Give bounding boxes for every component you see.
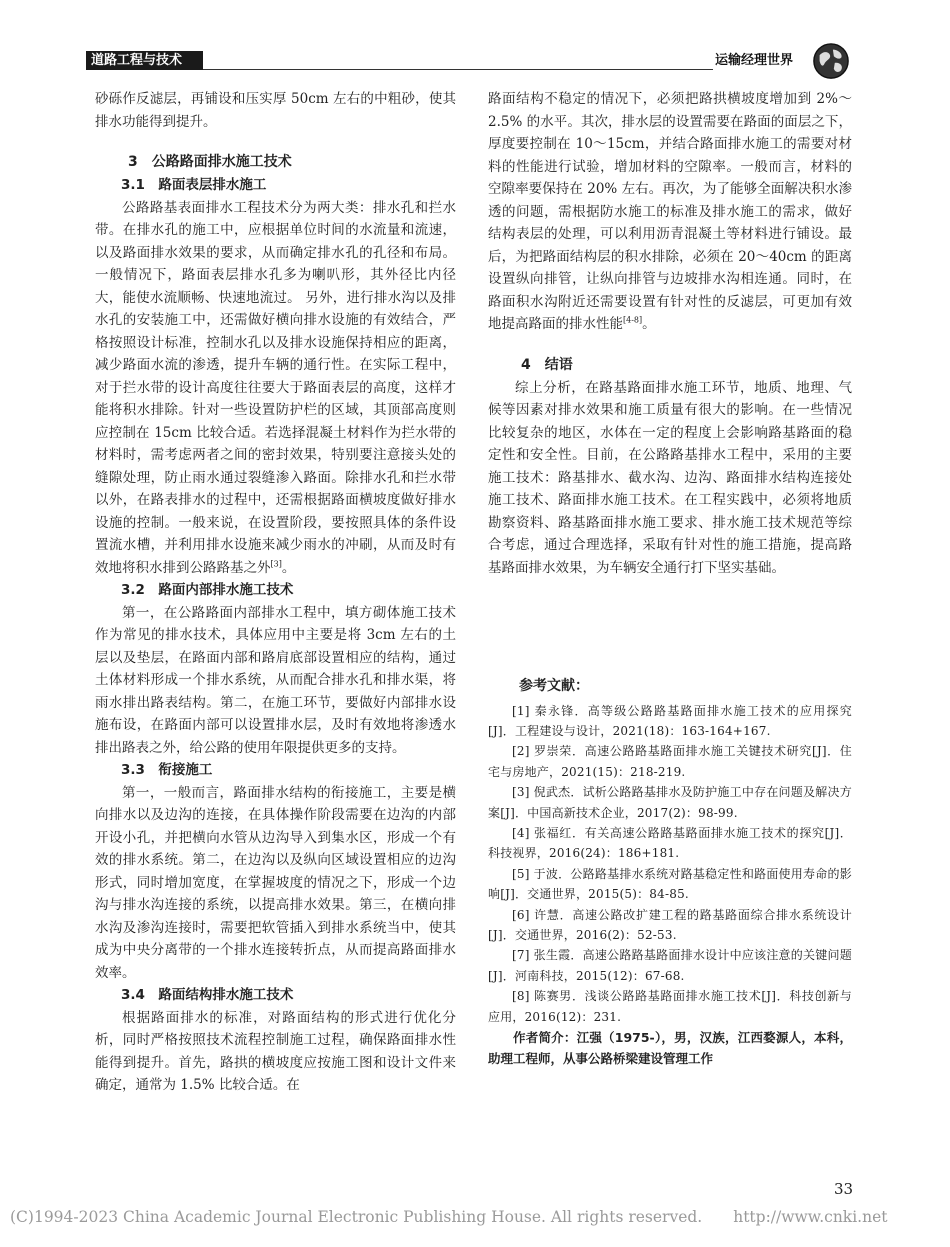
- globe-logo-icon: [812, 42, 850, 80]
- copyright-notice: (C)1994-2023 China Academic Journal Electronic Publishing House. All rights reserved. http://www.cnki.net: [10, 1208, 888, 1226]
- sentence-end: 。: [642, 316, 656, 332]
- reference-list: [488, 701, 852, 1028]
- author-bio: 作者简介：江强（1975-），男，汉族，江西婺源人，本科，助理工程师，从事公路桥梁建设管理工作: [488, 1030, 852, 1066]
- subsection-3-2-body: 第一，在公路路面内部排水工程中，填方砌体施工技术作为常见的排水技术，具体应用中主要是将 3cm 左右的土层以及垫层，在路面内部和路肩底部设置相应的结构，通过土体材料形成一个排水系统，从而配合排水孔和排水渠，将雨水排出路表结构。第二，在施工环节，要做好内部排水设施布设，在路面内部可以设置排水层，及时有效地将渗透水排出路表之外，给公路的使用年限提供更多的支持。: [95, 604, 456, 756]
- section-4-heading: 4 结语: [521, 356, 573, 373]
- citation-4-8: [4-8]: [623, 315, 643, 325]
- reference-item: [3] 倪武杰．试析公路路基排水及防护施工中存在问题及解决方案[J]．中国高新技术企业，2017(2)：98-99.: [488, 785, 852, 820]
- header-rule: [203, 69, 713, 70]
- reference-item: [7] 张生霞．高速公路路基路面排水设计中应该注意的关键问题[J]．河南科技，2015(12)：67-68.: [488, 948, 852, 983]
- magazine-title: 运输经理世界: [715, 53, 794, 68]
- reference-item: [5] 于波．公路路基排水系统对路基稳定性和路面使用寿命的影响[J]．交通世界，2015(5)：84-85.: [488, 866, 852, 902]
- subsection-3-1-text: 公路路基表面排水工程技术分为两大类：排水孔和拦水带。在排水孔的施工中，应根据单位时间的水流量和流速，以及路面排水效果的要求，从而确定排水孔的孔径和布局。一般情况下，路面表层排水孔多为喇叭形，其外径比内径大，能使水流顺畅、快速地流过。 另外，进行排水沟以及排水孔的安装施工中，还需做好横向排水设施的有效结合，严格按照设计标准，控制水孔以及排水设施保持相应的距离，减少路面水流的渗透，提升车辆的通行性。在实际工程中，对于拦水带的设计高度往往要大于路面表层的高度，这样才能将积水排除。针对一些设置防护栏的区域，其顶部高度则应控制在 15cm 比较合适。若选择混凝土材料作为拦水带的材料时，需考虑两者之间的密封效果，特别要注意接头处的缝隙处理，防止雨水通过裂缝渗入路面。除排水孔和拦水带以外，在路表排水的过程中，还需根据路面横坡度做好排水设施的控制。一般来说，在设置阶段，要按照具体的条件设置流水槽，并利用排水设施来减少雨水的冲刷，从而及时有效地将积水排到公路路基之外: [95, 199, 456, 576]
- conclusion-body: 综上分析，在路基路面排水施工环节，地质、地理、气候等因素对排水效果和施工质量有很大的影响。在一些情况比较复杂的地区，水体在一定的程度上会影响路基路面的稳定性和安全性。目前，在公路路基排水工程中，采用的主要施工技术：路基排水、截水沟、边沟、路面排水结构连接处施工技术、路面排水施工技术。在工程实践中，必须将地质勘察资料、路基路面排水施工要求、排水施工技术规范等综合考虑，通过合理选择，采取有针对性的施工措施，提高路基路面排水效果，为车辆安全通行打下坚实基础。: [488, 379, 852, 576]
- right-column: [488, 88, 852, 1069]
- subsection-3-4-heading: 3.4 路面结构排水施工技术: [121, 987, 294, 1003]
- section-3-heading: 3 公路路面排水施工技术: [128, 154, 292, 170]
- subsection-3-3-body: 第一，一般而言，路面排水结构的衔接施工，主要是横向排水以及边沟的连接，在具体操作阶段需要在边沟的内部开设小孔，并把横向水管从边沟导入到集水区，形成一个有效的排水系统。第二，在边沟以及纵向区域设置相应的边沟形式，同时增加宽度，在掌握坡度的情况之下，形成一个边沟与排水沟连接的系统，以提高排水效果。第三，在横向排水沟及渗沟连接时，需要把软管插入到排水系统当中，使其成为中央分离带的一个排水连接转折点，从而提高路面排水效率。: [95, 784, 456, 981]
- subsection-3-1-body: [95, 197, 456, 580]
- continued-text: 路面结构不稳定的情况下，必须把路拱横坡度增加到 2%～2.5% 的水平。其次，排水层的设置需要在路面的面层之下，厚度要控制在 10～15cm，并结合路面排水施工的需要对材料的性能进行试验，增加材料的空隙率。一般而言，材料的空隙率要保持在 20% 左右。再次，为了能够全面解决积水渗透的问题，需根据防水施工的标准及排水施工的需求，做好结构表层的处理，可以利用沥青混凝土等材料进行铺设。最后，为把路面结构层的积水排除，必须在 20～40cm 的距离设置纵向排管，让纵向排管与边坡排水沟相连通。同时，在路面积水沟附近还需要设置有针对性的反滤层，可更加有效地提高路面的排水性能: [488, 91, 852, 332]
- subsection-3-2-heading: 3.2 路面内部排水施工技术: [121, 582, 294, 598]
- references-heading: 参考文献：: [519, 678, 589, 694]
- subsection-3-1-heading: 3.1 路面表层排水施工: [121, 177, 267, 193]
- continued-paragraph: [488, 88, 852, 336]
- journal-section-label: 道路工程与技术: [86, 51, 203, 70]
- intro-paragraph: 砂砾作反滤层，再铺设和压实厚 50cm 左右的中粗砂，使其排水功能得到提升。: [95, 91, 456, 130]
- sentence-end: 。: [281, 559, 296, 576]
- reference-item: [8] 陈赛男．浅谈公路路基路面排水施工技术[J]．科技创新与应用，2016(12)：231.: [488, 989, 852, 1024]
- reference-item: [2] 罗崇荣．高速公路路基路面排水施工关键技术研究[J]．住宅与房地产，2021(15)：218-219.: [488, 744, 852, 779]
- citation-3: [3]: [270, 559, 282, 568]
- subsection-3-3-heading: 3.3 衔接施工: [121, 762, 213, 778]
- reference-item: [1] 秦永锋．高等级公路路基路面排水施工技术的应用探究[J]．工程建设与设计，2021(18)：163-164+167.: [488, 703, 852, 738]
- subsection-3-4-body: 根据路面排水的标准，对路面结构的形式进行优化分析，同时严格按照技术流程控制施工过程，确保路面排水性能得到提升。首先，路拱的横坡度应按施工图和设计文件来确定，通常为 1.5% 比较合适。在: [95, 1009, 456, 1093]
- left-column: [95, 88, 456, 1097]
- page-number: 33: [834, 1180, 854, 1198]
- reference-item: [4] 张福红．有关高速公路路基路面排水施工技术的探究[J]．科技视界，2016(24)：186+181.: [488, 825, 852, 861]
- reference-item: [6] 许慧．高速公路改扩建工程的路基路面综合排水系统设计[J]．交通世界，2016(2)：52-53.: [488, 907, 852, 942]
